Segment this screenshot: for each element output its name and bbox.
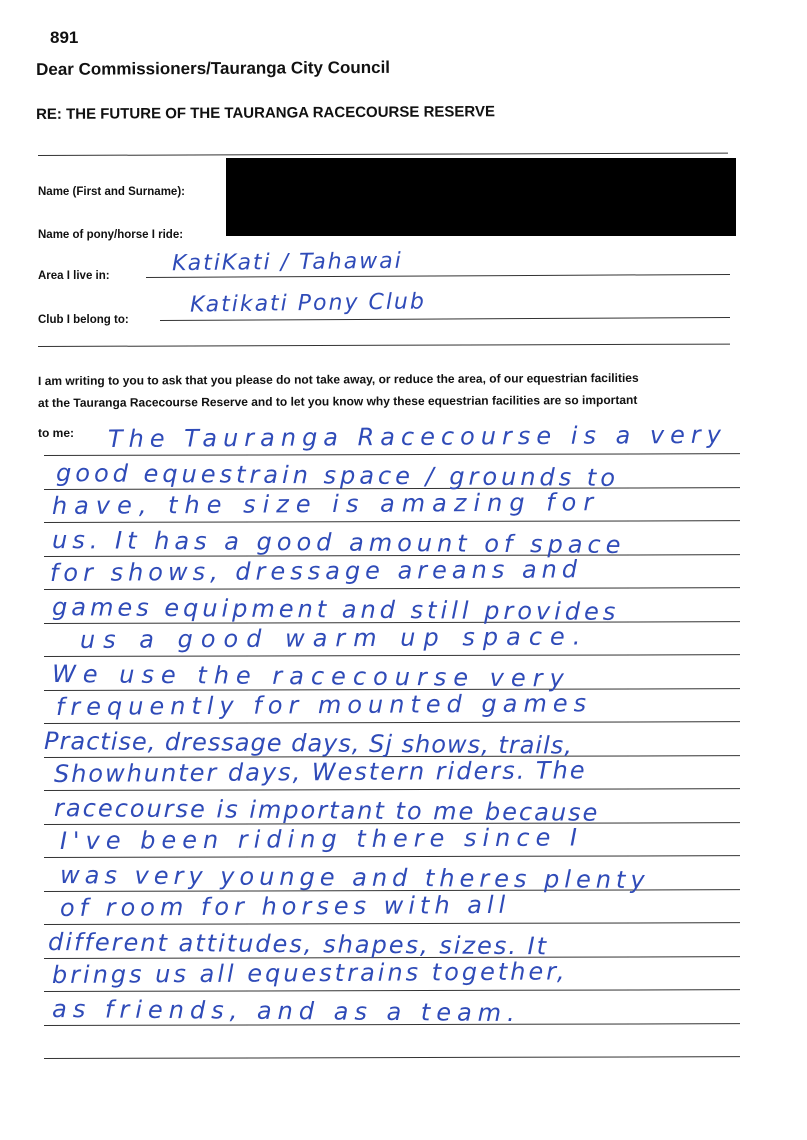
area-value: KatiKati / Tahawai xyxy=(171,248,403,277)
handwritten-line: games equipment and still provides xyxy=(52,592,620,626)
club-label: Club I belong to: xyxy=(38,314,129,326)
ruled-line xyxy=(44,520,740,523)
handwritten-line: frequently for mounted games xyxy=(55,689,593,721)
greeting: Dear Commissioners/Tauranga City Council xyxy=(36,57,391,79)
handwritten-line: racecourse is important to me because xyxy=(54,793,600,827)
handwritten-line: of room for horses with all xyxy=(59,890,511,922)
ruled-line xyxy=(44,989,740,992)
ruled-line xyxy=(44,922,740,925)
handwritten-line: We use the racecourse very xyxy=(52,659,571,693)
handwritten-line: Showhunter days, Western riders. The xyxy=(53,756,587,788)
pony-label: Name of pony/horse I ride: xyxy=(38,229,184,241)
handwritten-line: as friends, and as a team. xyxy=(52,994,521,1027)
divider xyxy=(38,153,728,156)
handwritten-line: I've been riding there since I xyxy=(59,823,584,855)
club-value: Katikati Pony Club xyxy=(189,289,427,318)
intro-line: I am writing to you to ask that you please do not take away, or reduce the area, of our equestrian facilities xyxy=(38,370,639,388)
ruled-line xyxy=(44,654,740,657)
handwritten-line: was very younge and theres plenty xyxy=(60,860,650,894)
ruled-line xyxy=(44,453,740,456)
handwritten-line: different attitudes, shapes, sizes. It xyxy=(48,927,549,960)
handwritten-line: have, the size is amazing for xyxy=(51,488,601,520)
intro-line: at the Tauranga Racecourse Reserve and to let you know why these equestrian facilities are so important xyxy=(38,392,638,410)
ruled-line xyxy=(44,587,740,590)
redacted-block xyxy=(226,158,736,236)
name-label: Name (First and Surname): xyxy=(38,186,185,198)
ruled-line xyxy=(44,721,740,724)
handwritten-line: brings us all equestrains together, xyxy=(51,957,568,989)
handwritten-line: us a good warm up space. xyxy=(79,622,589,654)
ruled-line xyxy=(44,855,740,858)
area-label: Area I live in: xyxy=(38,270,110,282)
handwritten-line: good equestrain space / grounds to xyxy=(56,458,620,492)
handwritten-line: for shows, dressage areans and xyxy=(49,555,583,587)
subject-line: RE: THE FUTURE OF THE TAURANGA RACECOURSE RESERVE xyxy=(36,103,496,123)
ruled-line xyxy=(44,788,740,791)
handwritten-line: Practise, dressage days, Sj shows, trails, xyxy=(44,726,573,760)
ruled-line xyxy=(44,1056,740,1059)
handwritten-line: The Tauranga Racecourse is a very xyxy=(107,420,728,453)
handwritten-line: us. It has a good amount of space xyxy=(52,525,626,559)
intro-line: to me: xyxy=(38,426,74,440)
form-number: 891 xyxy=(50,28,79,47)
divider xyxy=(38,344,730,347)
club-underline xyxy=(160,317,730,321)
